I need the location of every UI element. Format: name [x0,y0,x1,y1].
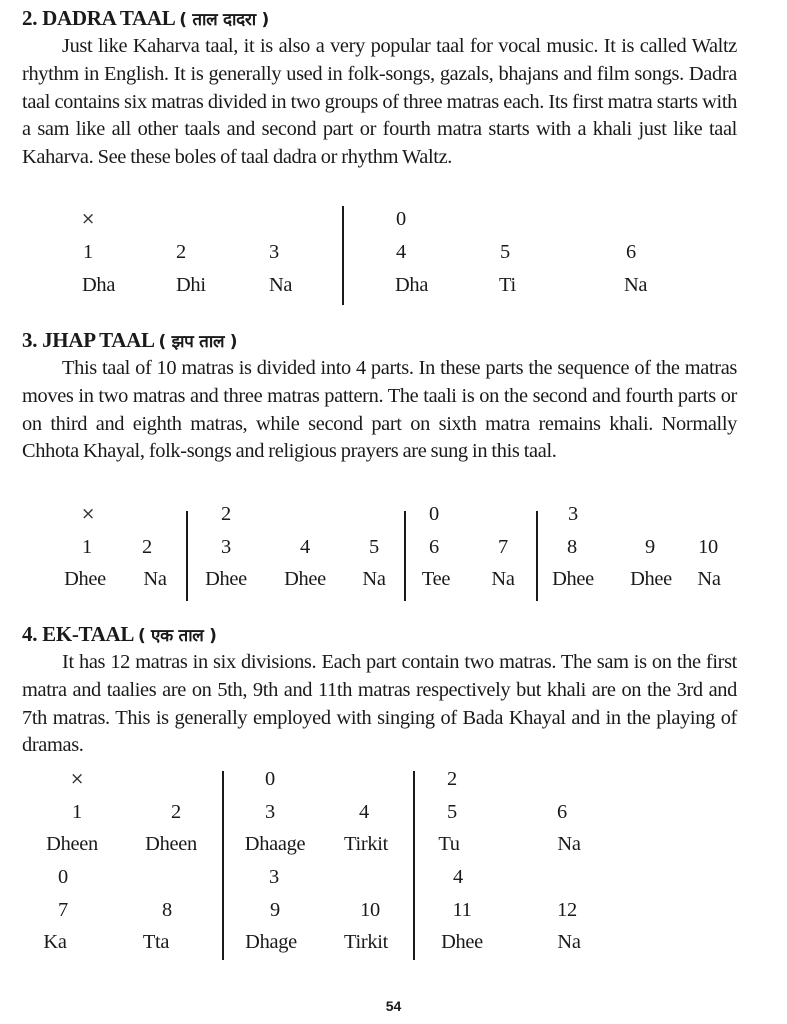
section-number: 4. [22,622,38,646]
section-heading-jhap [22,328,237,354]
table-bol: Ti [499,274,516,296]
table-bol: Tirkit [344,833,388,855]
table-matra: 7 [58,899,68,921]
table-bol: Tee [421,568,451,590]
table-mark: × [81,504,95,524]
table-matra: 10 [360,899,380,921]
table-matra: 6 [557,801,567,823]
section-heading-dadra [22,6,269,32]
table-bol: Dhi [176,274,206,296]
table-matra: 11 [452,899,472,921]
table-matra: 6 [429,536,439,558]
table-bol: Na [269,274,293,296]
table-mark: 0 [58,866,68,888]
table-matra: 4 [359,801,369,823]
vibhag-divider [222,771,224,960]
table-bol: Tu [438,833,460,855]
table-mark: 2 [447,768,457,790]
table-bol: Ka [43,931,67,953]
vibhag-divider [536,511,538,601]
table-matra: 4 [300,536,310,558]
table-bol: Dheen [145,833,197,855]
section-title: JHAP TAAL [42,328,154,352]
table-matra: 9 [645,536,655,558]
table-matra: 6 [626,241,636,263]
table-bol: Dhee [630,568,672,590]
table-mark: 4 [453,866,463,888]
table-bol: Dhee [205,568,247,590]
table-mark: 0 [396,208,406,230]
table-matra: 3 [269,241,279,263]
table-matra: 4 [396,241,406,263]
table-bol: Tirkit [344,931,388,953]
section-hindi-title: ( ताल दादरा ) [179,10,269,30]
vibhag-divider [413,771,415,960]
table-bol: Dhaage [244,833,306,855]
table-matra: 3 [265,801,275,823]
table-matra: 8 [162,899,172,921]
table-bol: Tta [142,931,170,953]
table-mark: 3 [269,866,279,888]
table-matra: 2 [142,536,152,558]
section-paragraph-jhap: This taal of 10 matras is divided into 4 parts. In these parts the sequence of the matras moves in two matras and three matras pattern. The taali is on the second and fourth parts or on third and eighth matras, while second part on sixth matra remains khali. Normally Chhota Khayal, folk-songs and religious prayers are sung in this taal. [22,357,737,463]
table-bol: Dhee [552,568,594,590]
table-bol: Dhee [441,931,483,953]
table-mark: 2 [221,503,231,525]
section-paragraph-dadra: Just like Kaharva taal, it is also a very popular taal for vocal music. It is called Waltz rhythm in English. It is generally used in folk-songs, gazals, bhajans and film songs. Dadra taal contains six matras divided in two groups of three matras each. Its first matra starts with a sam like all other taals and second part or fourth matra starts with a khali just like taal Kaharva. See these boles of taal dadra or rhythm Waltz. [22,35,737,169]
table-mark: 3 [568,503,578,525]
table-matra: 1 [72,801,82,823]
section-number: 3. [22,328,38,352]
table-matra: 5 [500,241,510,263]
table-mark: 0 [265,768,275,790]
table-matra: 2 [176,241,186,263]
section-heading-ek [22,622,217,648]
table-matra: 3 [221,536,231,558]
table-matra: 12 [557,899,577,921]
vibhag-divider [342,206,344,305]
table-bol: Na [557,931,581,953]
table-bol: Na [491,568,515,590]
table-matra: 1 [83,241,93,263]
vibhag-divider [186,511,188,601]
table-matra: 8 [567,536,577,558]
table-bol: Dha [395,274,429,296]
table-bol: Na [697,568,721,590]
section-hindi-title: ( झप ताल ) [158,332,238,352]
table-bol: Na [624,274,648,296]
table-bol: Na [557,833,581,855]
table-bol: Na [143,568,167,590]
section-title: DADRA TAAL [42,6,175,30]
section-paragraph-ek: It has 12 matras in six divisions. Each part contain two matras. The sam is on the first matra and taalies are on 5th, 9th and 11th matras respectively but khali are on the 3rd and 7th matras. This is generally employed with singing of Bada Khayal and in the playing of dramas. [22,651,737,757]
table-matra: 10 [698,536,718,558]
table-bol: Dhage [245,931,297,953]
table-bol: Dhee [284,568,326,590]
table-matra: 5 [369,536,379,558]
table-bol: Na [362,568,386,590]
page-number: 54 [385,998,402,1014]
table-matra: 7 [498,536,508,558]
table-matra: 5 [447,801,457,823]
table-matra: 1 [82,536,92,558]
section-number: 2. [22,6,38,30]
table-bol: Dhee [64,568,106,590]
vibhag-divider [404,511,406,601]
table-matra: 2 [171,801,181,823]
table-mark: 0 [429,503,439,525]
table-matra: 9 [270,899,280,921]
table-mark: × [70,769,84,789]
section-hindi-title: ( एक ताल ) [137,626,217,646]
table-bol: Dha [82,274,116,296]
table-mark: × [81,209,95,229]
table-bol: Dheen [46,833,98,855]
section-title: EK-TAAL [42,622,133,646]
